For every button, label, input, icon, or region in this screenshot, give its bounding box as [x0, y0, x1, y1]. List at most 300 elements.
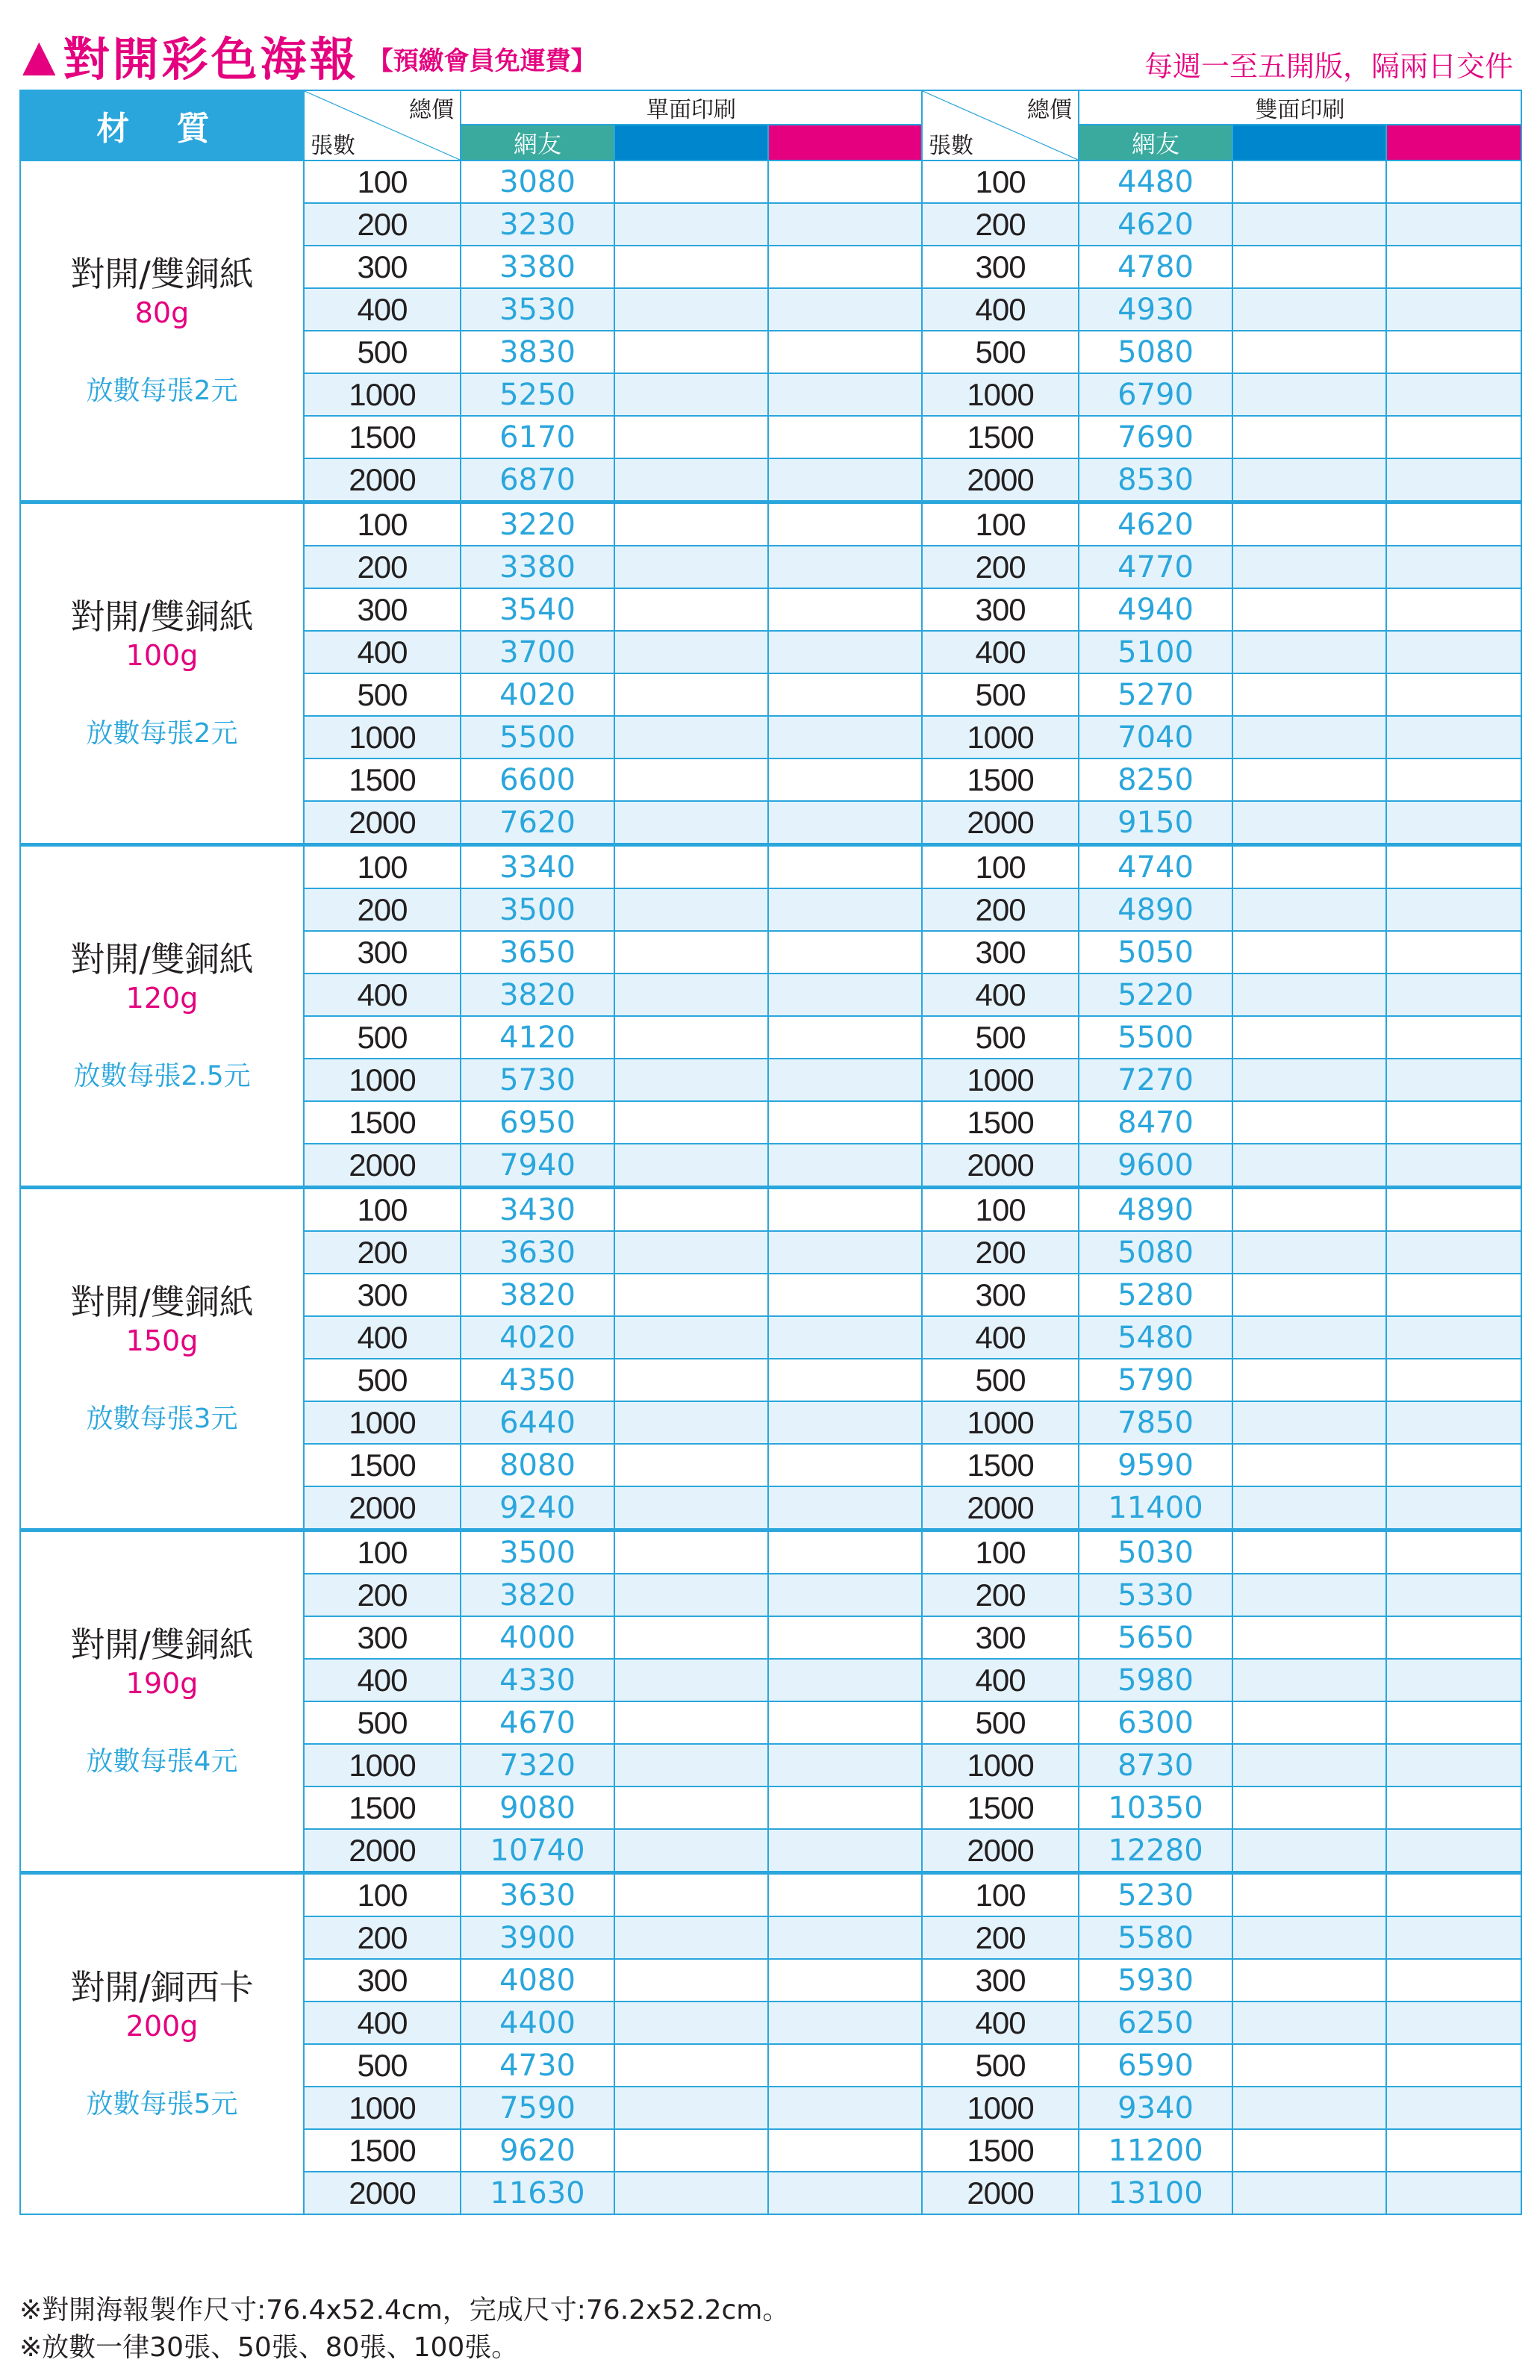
single-web-price: 3380 — [461, 246, 614, 288]
double-quantity: 400 — [922, 974, 1079, 1016]
single-web-price: 3820 — [461, 974, 614, 1016]
double-web-price: 9600 — [1079, 1144, 1232, 1188]
double-quantity: 1000 — [922, 716, 1079, 758]
double-magenta-cell — [1386, 1274, 1521, 1316]
single-blue-cell — [614, 716, 768, 758]
single-blue-cell — [614, 1188, 768, 1232]
single-quantity: 1500 — [304, 758, 461, 801]
double-magenta-cell — [1386, 1444, 1521, 1486]
material-cell — [20, 845, 304, 1188]
single-quantity: 1000 — [304, 716, 461, 758]
double-magenta-cell — [1386, 502, 1521, 546]
material-weight: 80g — [134, 296, 190, 329]
double-magenta-cell — [1386, 1873, 1521, 1917]
double-magenta-cell — [1386, 1231, 1521, 1274]
quantity-label: 張數 — [929, 133, 974, 159]
double-web-price: 4480 — [1079, 161, 1232, 203]
double-quantity: 300 — [922, 1959, 1079, 2001]
double-quantity: 200 — [922, 203, 1079, 246]
single-web-price: 11630 — [461, 2172, 614, 2214]
single-web-price: 3530 — [461, 288, 614, 331]
single-magenta-cell — [768, 2087, 922, 2129]
double-magenta-cell — [1386, 2087, 1521, 2129]
double-magenta-cell — [1386, 801, 1521, 845]
single-blue-cell — [614, 801, 768, 845]
single-quantity: 2000 — [304, 1829, 461, 1873]
single-magenta-cell — [768, 161, 922, 203]
double-quantity: 200 — [922, 888, 1079, 931]
single-magenta-cell — [768, 1401, 922, 1444]
double-quantity: 400 — [922, 1659, 1079, 1701]
single-quantity: 1500 — [304, 416, 461, 458]
single-quantity: 400 — [304, 2001, 461, 2044]
single-magenta-cell — [768, 1316, 922, 1359]
single-quantity: 500 — [304, 673, 461, 716]
double-magenta-cell — [1386, 2001, 1521, 2044]
double-magenta-cell — [1386, 203, 1521, 246]
double-quantity: 2000 — [922, 1829, 1079, 1873]
material-weight: 190g — [125, 1667, 199, 1700]
single-magenta-cell — [768, 416, 922, 458]
material-weight: 150g — [125, 1324, 199, 1357]
double-blue-cell — [1232, 2087, 1386, 2129]
double-blue-cell — [1232, 1144, 1386, 1188]
single-blue-cell — [614, 931, 768, 974]
overrun-price: 放數每張2.5元 — [73, 1061, 251, 1091]
double-web-price: 4890 — [1079, 888, 1232, 931]
single-magenta-cell — [768, 2001, 922, 2044]
single-quantity: 500 — [304, 1016, 461, 1059]
material-weight: 200g — [125, 2010, 199, 2043]
single-blue-swatch — [614, 125, 768, 161]
single-blue-cell — [614, 502, 768, 546]
single-magenta-cell — [768, 373, 922, 416]
single-web-price: 3820 — [461, 1574, 614, 1616]
single-web-price: 4400 — [461, 2001, 614, 2044]
material-cell — [20, 161, 304, 502]
double-web-price: 7040 — [1079, 716, 1232, 758]
double-web-price: 5080 — [1079, 331, 1232, 373]
double-blue-cell — [1232, 1059, 1386, 1101]
single-quantity: 400 — [304, 1659, 461, 1701]
single-blue-cell — [614, 1616, 768, 1659]
single-magenta-cell — [768, 673, 922, 716]
double-quantity: 400 — [922, 2001, 1079, 2044]
double-web-price: 5930 — [1079, 1959, 1232, 2001]
double-magenta-cell — [1386, 758, 1521, 801]
single-blue-cell — [614, 331, 768, 373]
double-blue-cell — [1232, 1829, 1386, 1873]
double-blue-cell — [1232, 161, 1386, 203]
single-magenta-cell — [768, 1359, 922, 1401]
double-blue-cell — [1232, 1530, 1386, 1574]
double-side-header: 雙面印刷 — [1079, 90, 1521, 125]
double-quantity: 1500 — [922, 2129, 1079, 2172]
page-title — [22, 25, 596, 85]
double-web-price: 4780 — [1079, 246, 1232, 288]
overrun-price: 放數每張3元 — [86, 1404, 238, 1434]
double-magenta-cell — [1386, 1574, 1521, 1616]
double-web-price: 5580 — [1079, 1916, 1232, 1959]
single-blue-cell — [614, 458, 768, 502]
single-blue-cell — [614, 1959, 768, 2001]
double-blue-cell — [1232, 2172, 1386, 2214]
double-blue-cell — [1232, 758, 1386, 801]
single-quantity: 200 — [304, 546, 461, 588]
double-magenta-cell — [1386, 888, 1521, 931]
single-magenta-cell — [768, 1659, 922, 1701]
single-quantity: 300 — [304, 1959, 461, 2001]
double-blue-cell — [1232, 246, 1386, 288]
single-web-price: 4670 — [461, 1701, 614, 1744]
double-quantity: 100 — [922, 502, 1079, 546]
double-quantity: 500 — [922, 331, 1079, 373]
single-blue-cell — [614, 631, 768, 673]
single-web-price: 3630 — [461, 1231, 614, 1274]
double-web-price: 4620 — [1079, 502, 1232, 546]
single-quantity: 2000 — [304, 1486, 461, 1530]
single-quantity: 100 — [304, 161, 461, 203]
double-quantity: 1500 — [922, 416, 1079, 458]
single-blue-cell — [614, 1401, 768, 1444]
single-magenta-swatch — [768, 125, 922, 161]
single-blue-cell — [614, 1659, 768, 1701]
double-magenta-cell — [1386, 1016, 1521, 1059]
material-name: 對開/雙銅紙 — [70, 939, 254, 979]
single-blue-cell — [614, 1359, 768, 1401]
schedule-note: 每週一至五開版，隔兩日交件 — [1144, 50, 1513, 83]
double-web-price: 9150 — [1079, 801, 1232, 845]
single-quantity: 300 — [304, 1616, 461, 1659]
double-web-price: 6790 — [1079, 373, 1232, 416]
double-quantity: 2000 — [922, 801, 1079, 845]
double-web-price: 5330 — [1079, 1574, 1232, 1616]
single-magenta-cell — [768, 203, 922, 246]
single-web-price: 7620 — [461, 801, 614, 845]
single-magenta-cell — [768, 2044, 922, 2087]
single-quantity: 400 — [304, 974, 461, 1016]
double-web-price: 9340 — [1079, 2087, 1232, 2129]
single-web-price: 4020 — [461, 1316, 614, 1359]
single-quantity: 300 — [304, 1274, 461, 1316]
single-web-price: 6440 — [461, 1401, 614, 1444]
double-blue-cell — [1232, 373, 1386, 416]
double-web-price: 8470 — [1079, 1101, 1232, 1144]
overrun-price: 放數每張5元 — [86, 2089, 238, 2119]
material-name: 對開/雙銅紙 — [70, 1624, 254, 1665]
single-magenta-cell — [768, 1144, 922, 1188]
single-web-header: 網友 — [461, 125, 614, 161]
double-magenta-cell — [1386, 416, 1521, 458]
double-quantity: 500 — [922, 1701, 1079, 1744]
single-blue-cell — [614, 1701, 768, 1744]
table-row — [20, 161, 1521, 203]
single-web-price: 3380 — [461, 546, 614, 588]
single-magenta-cell — [768, 1486, 922, 1530]
double-blue-cell — [1232, 1401, 1386, 1444]
single-web-price: 3700 — [461, 631, 614, 673]
single-magenta-cell — [768, 716, 922, 758]
single-web-price: 4120 — [461, 1016, 614, 1059]
double-web-header: 網友 — [1079, 125, 1232, 161]
double-quantity: 2000 — [922, 2172, 1079, 2214]
double-blue-cell — [1232, 1231, 1386, 1274]
double-web-price: 5500 — [1079, 1016, 1232, 1059]
double-blue-cell — [1232, 1701, 1386, 1744]
double-blue-cell — [1232, 888, 1386, 931]
double-magenta-cell — [1386, 288, 1521, 331]
double-web-price: 4930 — [1079, 288, 1232, 331]
single-blue-cell — [614, 1274, 768, 1316]
double-blue-cell — [1232, 1616, 1386, 1659]
double-web-price: 7850 — [1079, 1401, 1232, 1444]
single-blue-cell — [614, 1016, 768, 1059]
single-web-price: 9240 — [461, 1486, 614, 1530]
double-quantity: 400 — [922, 288, 1079, 331]
double-web-price: 5650 — [1079, 1616, 1232, 1659]
single-quantity: 500 — [304, 1359, 461, 1401]
material-cell — [20, 502, 304, 845]
single-magenta-cell — [768, 1231, 922, 1274]
double-magenta-cell — [1386, 246, 1521, 288]
double-web-price: 8250 — [1079, 758, 1232, 801]
double-blue-cell — [1232, 1873, 1386, 1917]
single-magenta-cell — [768, 974, 922, 1016]
single-web-price: 5250 — [461, 373, 614, 416]
double-quantity: 100 — [922, 161, 1079, 203]
double-web-price: 5080 — [1079, 1231, 1232, 1274]
double-web-price: 5220 — [1079, 974, 1232, 1016]
double-blue-cell — [1232, 1959, 1386, 2001]
double-quantity: 1000 — [922, 1744, 1079, 1786]
double-blue-cell — [1232, 546, 1386, 588]
single-quantity: 1500 — [304, 2129, 461, 2172]
table-row — [20, 1873, 1521, 1917]
double-magenta-swatch — [1386, 125, 1521, 161]
double-quantity: 100 — [922, 1188, 1079, 1232]
single-blue-cell — [614, 1916, 768, 1959]
single-blue-cell — [614, 1786, 768, 1829]
material-weight: 100g — [125, 639, 199, 672]
double-blue-cell — [1232, 1316, 1386, 1359]
single-magenta-cell — [768, 1959, 922, 2001]
double-quantity: 1500 — [922, 1444, 1079, 1486]
footnote-overrun: ※放數一律30張、50張、80張、100張。 — [19, 2332, 519, 2363]
single-magenta-cell — [768, 546, 922, 588]
double-web-price: 7270 — [1079, 1059, 1232, 1101]
single-blue-cell — [614, 588, 768, 631]
single-blue-cell — [614, 2087, 768, 2129]
single-blue-cell — [614, 288, 768, 331]
double-blue-cell — [1232, 1101, 1386, 1144]
table-row — [20, 502, 1521, 546]
single-magenta-cell — [768, 1574, 922, 1616]
single-quantity: 1500 — [304, 1786, 461, 1829]
double-web-price: 5050 — [1079, 931, 1232, 974]
overrun-price: 放數每張2元 — [86, 718, 238, 749]
footnotes — [19, 2292, 789, 2367]
double-blue-cell — [1232, 631, 1386, 673]
double-magenta-cell — [1386, 1401, 1521, 1444]
double-blue-cell — [1232, 673, 1386, 716]
single-blue-cell — [614, 2129, 768, 2172]
single-magenta-cell — [768, 758, 922, 801]
single-magenta-cell — [768, 1873, 922, 1917]
double-quantity: 200 — [922, 1231, 1079, 1274]
single-quantity: 500 — [304, 2044, 461, 2087]
single-quantity: 2000 — [304, 458, 461, 502]
single-web-price: 4730 — [461, 2044, 614, 2087]
title-subtitle: 【預繳會員免運費】 — [367, 46, 596, 76]
single-web-price: 6170 — [461, 416, 614, 458]
single-magenta-cell — [768, 1188, 922, 1232]
double-quantity: 200 — [922, 1574, 1079, 1616]
double-blue-cell — [1232, 1574, 1386, 1616]
double-web-price: 5980 — [1079, 1659, 1232, 1701]
double-magenta-cell — [1386, 931, 1521, 974]
single-quantity: 1000 — [304, 1744, 461, 1786]
double-web-price: 4770 — [1079, 546, 1232, 588]
double-magenta-cell — [1386, 1701, 1521, 1744]
single-magenta-cell — [768, 458, 922, 502]
double-quantity: 300 — [922, 1274, 1079, 1316]
double-magenta-cell — [1386, 373, 1521, 416]
double-blue-cell — [1232, 801, 1386, 845]
single-magenta-cell — [768, 1916, 922, 1959]
single-blue-cell — [614, 2001, 768, 2044]
overrun-price: 放數每張2元 — [86, 376, 238, 406]
material-name: 對開/雙銅紙 — [70, 1282, 254, 1322]
double-quantity: 1000 — [922, 2087, 1079, 2129]
single-magenta-cell — [768, 588, 922, 631]
total-price-label: 總價 — [409, 97, 454, 123]
double-blue-cell — [1232, 331, 1386, 373]
double-magenta-cell — [1386, 1916, 1521, 1959]
single-web-price: 6600 — [461, 758, 614, 801]
quantity-label: 張數 — [311, 133, 355, 159]
single-web-price: 7940 — [461, 1144, 614, 1188]
double-web-price: 5100 — [1079, 631, 1232, 673]
single-quantity: 200 — [304, 888, 461, 931]
single-web-price: 3220 — [461, 502, 614, 546]
double-blue-cell — [1232, 416, 1386, 458]
double-quantity: 200 — [922, 546, 1079, 588]
single-blue-cell — [614, 246, 768, 288]
material-cell — [20, 1873, 304, 2215]
single-magenta-cell — [768, 1786, 922, 1829]
double-blue-cell — [1232, 1016, 1386, 1059]
single-quantity: 200 — [304, 1231, 461, 1274]
double-blue-cell — [1232, 1486, 1386, 1530]
double-quantity: 1000 — [922, 373, 1079, 416]
double-web-price: 6590 — [1079, 2044, 1232, 2087]
double-quantity: 300 — [922, 931, 1079, 974]
single-web-price: 7320 — [461, 1744, 614, 1786]
single-magenta-cell — [768, 1744, 922, 1786]
single-magenta-cell — [768, 1616, 922, 1659]
single-quantity: 100 — [304, 1530, 461, 1574]
single-blue-cell — [614, 1744, 768, 1786]
single-web-price: 3540 — [461, 588, 614, 631]
single-web-price: 5730 — [461, 1059, 614, 1101]
double-blue-cell — [1232, 458, 1386, 502]
double-magenta-cell — [1386, 1786, 1521, 1829]
single-blue-cell — [614, 373, 768, 416]
double-magenta-cell — [1386, 2044, 1521, 2087]
single-quantity: 1000 — [304, 1059, 461, 1101]
double-magenta-cell — [1386, 331, 1521, 373]
single-quantity: 1500 — [304, 1444, 461, 1486]
double-quantity: 300 — [922, 588, 1079, 631]
double-blue-cell — [1232, 203, 1386, 246]
single-quantity: 300 — [304, 246, 461, 288]
double-magenta-cell — [1386, 588, 1521, 631]
material-header: 材 質 — [20, 90, 304, 161]
single-magenta-cell — [768, 1059, 922, 1101]
double-web-price: 6300 — [1079, 1701, 1232, 1744]
single-magenta-cell — [768, 1530, 922, 1574]
double-quantity: 500 — [922, 1359, 1079, 1401]
double-web-price: 4740 — [1079, 845, 1232, 889]
double-quantity: 100 — [922, 845, 1079, 889]
double-magenta-cell — [1386, 1959, 1521, 2001]
double-web-price: 4620 — [1079, 203, 1232, 246]
single-blue-cell — [614, 161, 768, 203]
single-blue-cell — [614, 1829, 768, 1873]
double-quantity: 100 — [922, 1530, 1079, 1574]
single-blue-cell — [614, 1101, 768, 1144]
single-web-price: 3650 — [461, 931, 614, 974]
single-magenta-cell — [768, 1829, 922, 1873]
double-blue-cell — [1232, 1659, 1386, 1701]
single-blue-cell — [614, 974, 768, 1016]
double-blue-cell — [1232, 288, 1386, 331]
double-web-price: 5280 — [1079, 1274, 1232, 1316]
single-web-price: 3630 — [461, 1873, 614, 1917]
double-magenta-cell — [1386, 974, 1521, 1016]
double-web-price: 5790 — [1079, 1359, 1232, 1401]
single-magenta-cell — [768, 288, 922, 331]
double-magenta-cell — [1386, 1659, 1521, 1701]
single-web-price: 4020 — [461, 673, 614, 716]
single-web-price: 3080 — [461, 161, 614, 203]
double-blue-cell — [1232, 931, 1386, 974]
single-magenta-cell — [768, 1101, 922, 1144]
single-quantity: 100 — [304, 845, 461, 889]
double-magenta-cell — [1386, 1829, 1521, 1873]
table-row — [20, 845, 1521, 889]
double-quantity: 1000 — [922, 1059, 1079, 1101]
single-web-price: 3430 — [461, 1188, 614, 1232]
single-web-price: 3500 — [461, 888, 614, 931]
material-name: 對開/銅西卡 — [70, 1967, 254, 2007]
double-magenta-cell — [1386, 546, 1521, 588]
double-web-price: 11200 — [1079, 2129, 1232, 2172]
single-web-price: 4350 — [461, 1359, 614, 1401]
single-web-price: 9080 — [461, 1786, 614, 1829]
single-magenta-cell — [768, 1016, 922, 1059]
single-web-price: 3230 — [461, 203, 614, 246]
double-web-price: 12280 — [1079, 1829, 1232, 1873]
price-table-wrapper — [19, 90, 1521, 2215]
single-web-price: 8080 — [461, 1444, 614, 1486]
double-web-price: 4890 — [1079, 1188, 1232, 1232]
double-quantity: 2000 — [922, 1486, 1079, 1530]
single-blue-cell — [614, 1231, 768, 1274]
double-quantity: 100 — [922, 1873, 1079, 1917]
single-quantity: 200 — [304, 1916, 461, 1959]
double-web-price: 4940 — [1079, 588, 1232, 631]
